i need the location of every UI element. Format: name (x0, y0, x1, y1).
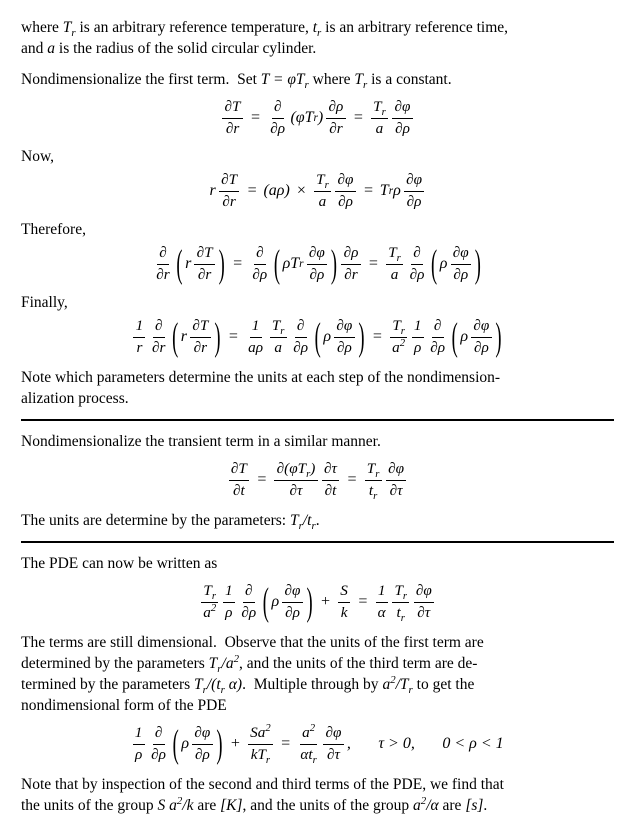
math-text: = (357, 593, 369, 610)
paragraph-inspection: Note that by inspection of the second and third terms of the PDE, we find that the units of the group S $a^2/k$ are [K], and the units of the group $a^2/\alpha$ are [s]. (21, 776, 504, 814)
paren-group: ( ρT r $\frac{\partial\varphi}{\partial\rho}$ ) (273, 241, 337, 285)
fraction: $\frac{1}{r}$ (133, 317, 145, 356)
math-text: = (362, 182, 374, 199)
fraction: $\frac{T_r}{a^2}$ (201, 582, 218, 621)
math-text: ρT r (282, 255, 304, 272)
fraction: $\frac{\partial}{\partial\rho}$ (409, 244, 425, 283)
fraction: $\frac{1}{\rho}$ (133, 724, 145, 763)
fraction: $\frac{\partial\tau}{\partial t}$ (322, 460, 339, 499)
paren-group: ( ρ $\frac{\partial\varphi}{\partial\rho}$ ) (431, 241, 481, 285)
fraction: $\frac{\partial\rho}{\partial r}$ (341, 244, 360, 283)
math-text: (aρ) (263, 182, 290, 199)
equation-first-term (21, 98, 614, 138)
fraction: $\frac{\partial\varphi}{\partial\rho}$ (307, 244, 327, 283)
fraction: $\frac{1}{\rho}$ (223, 582, 235, 621)
math-text: r (180, 328, 188, 345)
paren-group: ( ρ $\frac{\partial\varphi}{\partial\rho}$ ) (451, 314, 502, 358)
paragraph-transient: Nondimensionalize the transient term in a similar manner. (21, 433, 381, 450)
fraction: $\frac{\partial\varphi}{\partial\rho}$ (404, 171, 424, 210)
math-text: ρ (460, 328, 469, 345)
paragraph-nondim-first-term: Nondimensionalize the first term. Set $T = \varphi T_r$ where $T_r$ is a constant. (21, 71, 452, 92)
fraction: $\frac{\partial}{\partial\rho}$ (270, 98, 286, 137)
math-text: × (295, 182, 307, 199)
fraction: $\frac{Sa^2}{kT_r}$ (248, 724, 273, 763)
math-text: , (346, 735, 351, 752)
fraction: $\frac{\partial\varphi}{\partial\rho}$ (471, 317, 491, 356)
paren-group: ( ρ $\frac{\partial\varphi}{\partial\rho}$ ) (262, 579, 313, 623)
fraction: $\frac{1}{\rho}$ (412, 317, 424, 356)
fraction: $\frac{\partial}{\partial\rho}$ (293, 317, 308, 356)
fraction: $\frac{\partial\varphi}{\partial\tau}$ (386, 460, 406, 499)
fraction: $\frac{T_r}{a}$ (386, 244, 403, 283)
paren-group: ( r $\frac{\partial T}{\partial r}$ ) (176, 241, 225, 285)
paragraph-units-determined: The units are determine by the parameters: $T_r/t_r$. (21, 512, 320, 533)
fraction: $\frac{\partial(\varphi T_r)}{\partial\tau}$ (274, 460, 317, 499)
paragraph-note-units: Note which parameters determine the units at each step of the nondimension- alization process. (21, 369, 501, 407)
fraction: $\frac{\partial\varphi}{\partial\rho}$ (392, 98, 412, 137)
fraction: $\frac{\partial}{\partial\rho}$ (241, 582, 257, 621)
fraction: $\frac{\partial\varphi}{\partial\rho}$ (282, 582, 302, 621)
fraction: $\frac{T_r}{a}$ (314, 171, 331, 210)
paragraph-therefore: Therefore, (21, 221, 86, 238)
fraction: $\frac{\partial T}{\partial r}$ (190, 317, 210, 356)
paragraph-pde-written: The PDE can now be written as (21, 555, 218, 572)
fraction: $\frac{\partial\varphi}{\partial\rho}$ (335, 171, 355, 210)
math-text: ρ (323, 328, 332, 345)
math-text: ρ (439, 255, 448, 272)
fraction: $\frac{T_r}{a^2}$ (390, 317, 407, 356)
equation-second-term (21, 241, 614, 285)
paren-group: ( ρ $\frac{\partial\varphi}{\partial\rho}$ ) (172, 721, 223, 765)
fraction: $\frac{\partial\varphi}{\partial\tau}$ (414, 582, 434, 621)
fraction: $\frac{\partial\rho}{\partial r}$ (326, 98, 345, 137)
math-text: = (246, 182, 258, 199)
equation-transient-term (21, 460, 614, 500)
fraction: $\frac{1}{a\rho}$ (248, 317, 264, 356)
equation-r-dT-dr (21, 171, 614, 211)
fraction: $\frac{\partial T}{\partial r}$ (219, 171, 239, 210)
paren-group: ( r $\frac{\partial T}{\partial r}$ ) (172, 314, 221, 358)
fraction: $\frac{\partial\varphi}{\partial\rho}$ (451, 244, 471, 283)
fraction: $\frac{\partial}{\partial\rho}$ (252, 244, 268, 283)
math-text: r (209, 182, 216, 199)
paragraph-dimensional: The terms are still dimensional. Observe that the units of the first term are determined by the parameters $T_r/a^2$, and the units of the third term are de- termined by the parameters $T_r/(t_r$ α). Multiple through by $a^2/T_r$ to get the nondimensional form of the PDE (21, 634, 484, 714)
section-divider-1 (21, 419, 614, 421)
fraction: $\frac{S}{k}$ (338, 582, 350, 621)
paragraph-finally: Finally, (21, 294, 68, 311)
paren-group: ( ρ $\frac{\partial\varphi}{\partial\rho}$ ) (314, 314, 365, 358)
fraction: $\frac{\partial}{\partial r}$ (152, 317, 166, 356)
fraction: $\frac{\partial\varphi}{\partial\rho}$ (192, 724, 212, 763)
math-text: T r ρ (379, 182, 401, 199)
equation-nondimensional-pde (21, 721, 614, 766)
fraction: $\frac{\partial T}{\partial r}$ (194, 244, 214, 283)
fraction: $\frac{\partial T}{\partial r}$ (222, 98, 242, 137)
section-divider-2 (21, 541, 614, 543)
math-text: ρ (181, 735, 190, 752)
fraction: $\frac{\partial}{\partial\rho}$ (430, 317, 446, 356)
math-text: ρ (271, 593, 280, 610)
math-text: = (280, 735, 291, 752)
fraction: $\frac{a^2}{\alpha t_r}$ (300, 723, 317, 766)
equation-laplacian (21, 314, 614, 358)
equation-pde (21, 579, 614, 624)
math-text: τ > 0, (378, 735, 415, 752)
math-text: = (232, 255, 243, 272)
fraction: $\frac{1}{\alpha}$ (375, 582, 388, 621)
math-text: (φT r ) (290, 109, 324, 126)
fraction: $\frac{T_r}{a}$ (270, 317, 287, 356)
math-text: 0 < ρ < 1 (442, 735, 504, 752)
fraction: $\frac{\partial}{\partial\rho}$ (151, 724, 166, 763)
math-text: = (256, 471, 268, 488)
math-text: = (367, 255, 379, 272)
math-text: + (229, 735, 241, 752)
fraction: $\frac{\partial\varphi}{\partial\rho}$ (334, 317, 354, 356)
math-text: = (371, 328, 383, 345)
fraction: $\frac{T_r}{a}$ (371, 98, 388, 137)
math-text: = (227, 328, 239, 345)
fraction: $\frac{T_r}{t_r}$ (365, 460, 382, 499)
math-text: = (352, 109, 364, 126)
paragraph-now: Now, (21, 148, 55, 165)
math-text: = (250, 109, 261, 126)
math-text: + (319, 593, 331, 610)
fraction: $\frac{T_r}{t_r}$ (392, 582, 409, 621)
fraction: $\frac{\partial}{\partial r}$ (156, 244, 170, 283)
math-text: = (346, 471, 358, 488)
fraction: $\frac{\partial\varphi}{\partial\tau}$ (323, 724, 343, 763)
math-text: r (185, 255, 192, 272)
fraction: $\frac{\partial T}{\partial t}$ (229, 460, 249, 499)
paragraph-intro: where $T_r$ is an arbitrary reference temperature, $t_r$ is an arbitrary reference time, and a is the radius of the solid circular cylinder. (21, 19, 509, 57)
